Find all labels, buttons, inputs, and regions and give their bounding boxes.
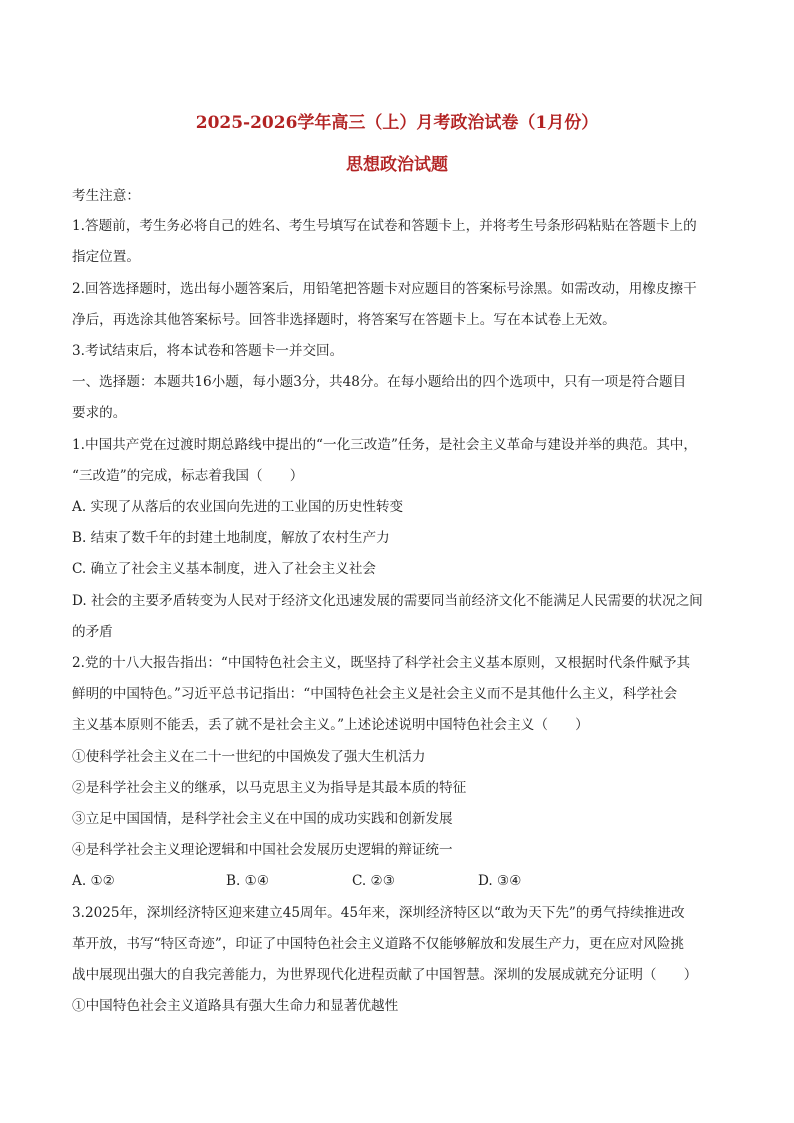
notice-item-1-line-2: 指定位置。: [72, 249, 140, 265]
section-1-instructions-line-1: 一、选择题：本题共16小题，每小题3分，共48分。在每小题给出的四个选项中，只有一项是符合题目: [72, 374, 687, 390]
q2-option-a: A. ①②: [72, 873, 115, 889]
exam-subtitle: 思想政治试题: [346, 155, 448, 175]
q3-statement-1: ①中国特色社会主义道路具有强大生命力和显著优越性: [72, 998, 399, 1014]
q2-statement-2: ②是科学社会主义的继承，以马克思主义为指导是其最本质的特征: [72, 780, 467, 796]
section-1-instructions-line-2: 要求的。: [72, 405, 127, 421]
q1-stem-line-2: “三改造”的完成，标志着我国（ ）: [72, 468, 304, 484]
q1-stem-line-1: 1.中国共产党在过渡时期总路线中提出的“一化三改造”任务，是社会主义革命与建设并举的典范。其中，: [72, 437, 697, 453]
q1-option-b: B. 结束了数千年的封建土地制度，解放了农村生产力: [72, 530, 390, 546]
notice-item-2-line-1: 2.回答选择题时，选出每小题答案后，用铅笔把答题卡对应题目的答案标号涂黑。如需改动，用橡皮擦干: [72, 281, 697, 297]
q1-option-d-line-1: D. 社会的主要矛盾转变为人民对于经济文化迅速发展的需要同当前经济文化不能满足人民需要的状况之间: [72, 593, 703, 609]
exam-title: 2025-2026学年高三（上）月考政治试卷（1月份）: [195, 113, 599, 133]
q2-option-d: D. ③④: [478, 873, 522, 889]
notice-item-2-line-2: 净后，再选涂其他答案标号。回答非选择题时，将答案写在答题卡上。写在本试卷上无效。: [72, 312, 616, 328]
q2-option-b: B. ①④: [226, 873, 270, 889]
q2-stem-line-2: 鲜明的中国特色。”习近平总书记指出：“中国特色社会主义是社会主义而不是其他什么主义，科学社会: [72, 686, 678, 702]
q3-stem-line-1: 3.2025年，深圳经济特区迎来建立45周年。45年来，深圳经济特区以“敢为天下先”的勇气持续推进改: [72, 905, 685, 921]
q2-statement-3: ③立足中国国情，是科学社会主义在中国的成功实践和创新发展: [72, 811, 453, 827]
q2-stem-line-1: 2.党的十八大报告指出：“中国特色社会主义，既坚持了科学社会主义基本原则，又根据时代条件赋予其: [72, 655, 691, 671]
q1-option-d-line-2: 的矛盾: [72, 624, 113, 640]
q2-statement-4: ④是科学社会主义理论逻辑和中国社会发展历史逻辑的辩证统一: [72, 842, 453, 858]
q1-option-a: A. 实现了从落后的农业国向先进的工业国的历史性转变: [72, 499, 404, 515]
notice-heading: 考生注意：: [72, 188, 140, 204]
q3-stem-line-2: 革开放，书写“特区奇迹”，印证了中国特色社会主义道路不仅能够解放和发展生产力，更在应对风险挑: [72, 936, 685, 952]
q2-stem-line-3: 主义基本原则不能丢，丢了就不是社会主义。”上述论述说明中国特色社会主义（ ）: [72, 717, 589, 733]
q1-option-c: C. 确立了社会主义基本制度，进入了社会主义社会: [72, 561, 377, 577]
q2-option-c: C. ②③: [352, 873, 395, 889]
notice-item-1-line-1: 1.答题前，考生务必将自己的姓名、考生号填写在试卷和答题卡上，并将考生号条形码粘贴在答题卡上的: [72, 218, 697, 234]
q2-statement-1: ①使科学社会主义在二十一世纪的中国焕发了强大生机活力: [72, 749, 426, 765]
notice-item-3: 3.考试结束后，将本试卷和答题卡一并交回。: [72, 343, 344, 359]
q3-stem-line-3: 战中展现出强大的自我完善能力，为世界现代化进程贡献了中国智慧。深圳的发展成就充分证明（ ）: [72, 967, 698, 983]
